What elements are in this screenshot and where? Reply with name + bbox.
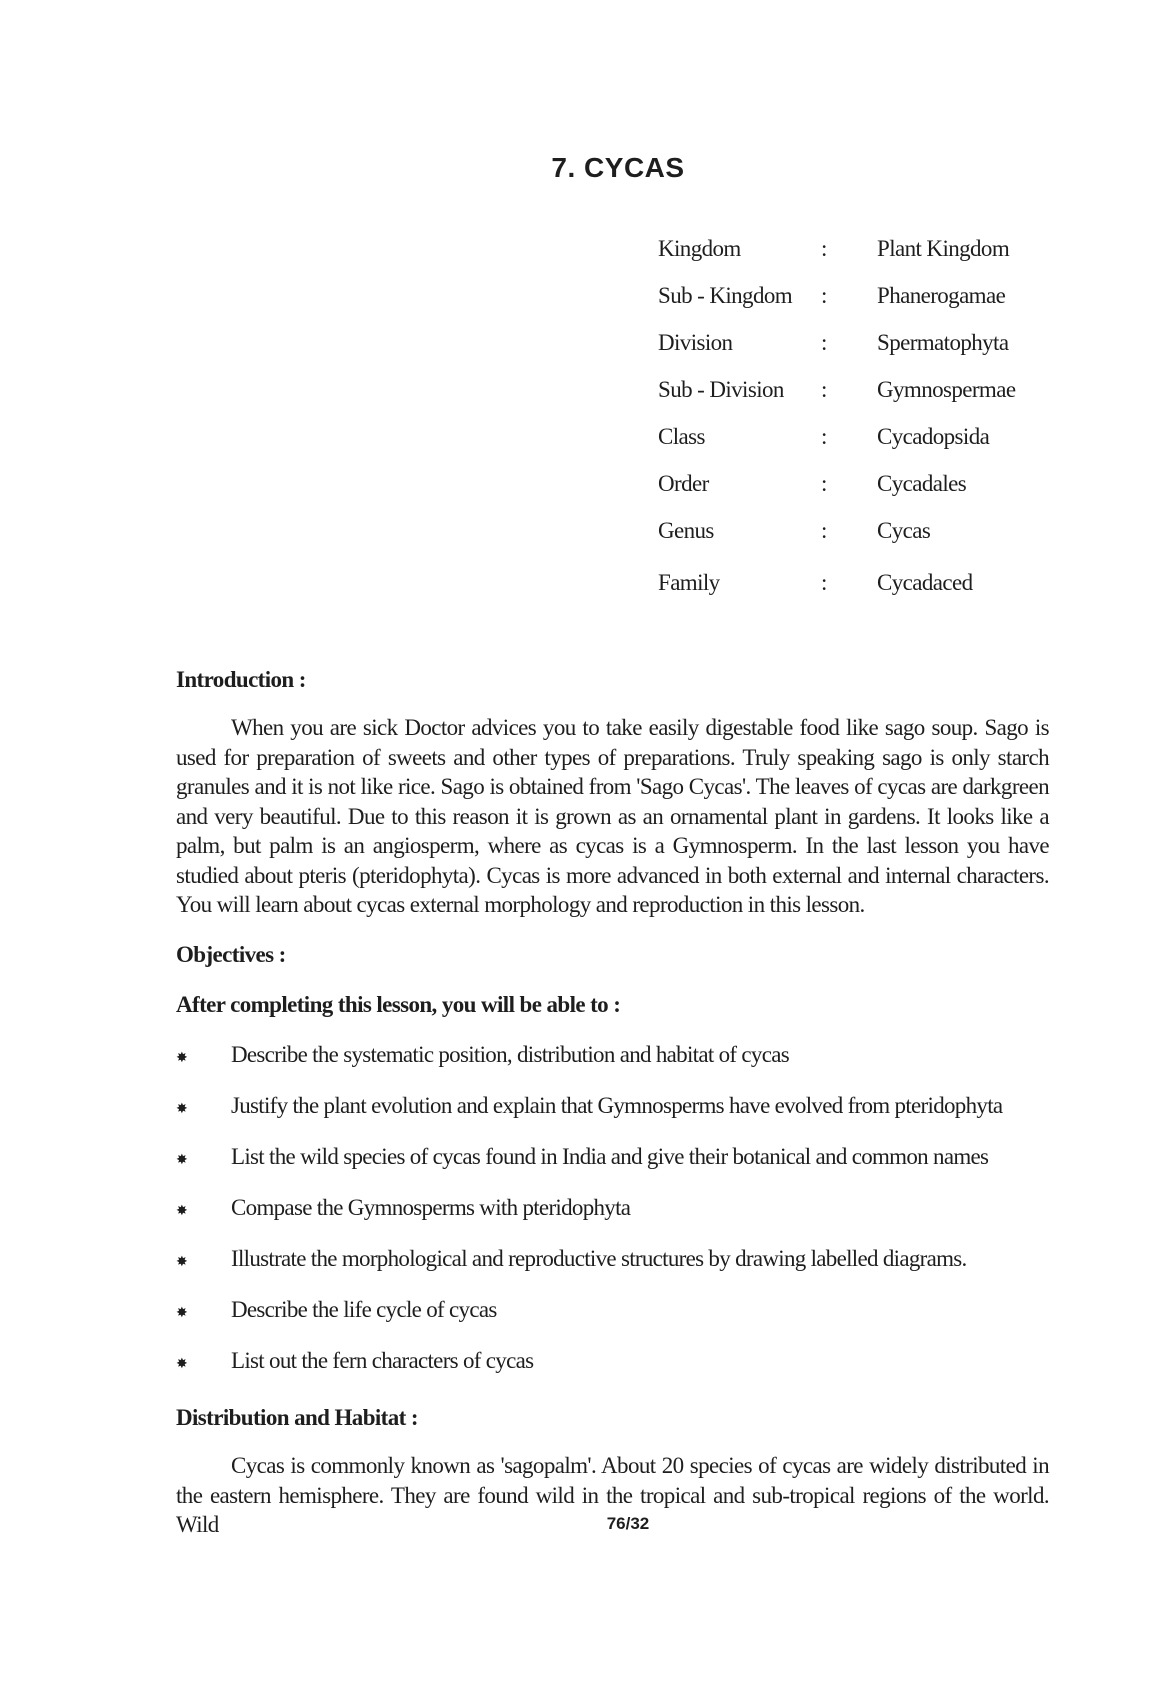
list-item bbox=[176, 1348, 1076, 1399]
asterisk-bullet-icon: ✸ bbox=[176, 1102, 188, 1117]
list-item bbox=[176, 1297, 1076, 1348]
asterisk-bullet-icon: ✸ bbox=[176, 1204, 188, 1219]
taxonomy-value: Spermatophyta bbox=[877, 330, 1009, 355]
list-item-text: List the wild species of cycas found in India and give their botanical and common names bbox=[231, 1144, 989, 1169]
asterisk-bullet-icon: ✸ bbox=[176, 1357, 188, 1372]
taxonomy-rank: Division bbox=[658, 330, 733, 355]
list-item bbox=[176, 1195, 1076, 1246]
taxonomy-separator: : bbox=[821, 283, 827, 308]
list-item-text: Describe the systematic position, distribution and habitat of cycas bbox=[231, 1042, 789, 1067]
list-item bbox=[176, 1042, 1076, 1093]
list-item-text: Compase the Gymnosperms with pteridophyta bbox=[231, 1195, 631, 1220]
taxonomy-value: Gymnospermae bbox=[877, 377, 1016, 402]
distribution-paragraph: Cycas is commonly known as 'sagopalm'. About 20 species of cycas are widely distributed in the eastern hemisphere. They are found wild in the tropical and sub-tropical regions of the world. Wild bbox=[176, 1453, 1049, 1537]
taxonomy-rank: Sub - Kingdom bbox=[658, 283, 793, 308]
list-item-text: Describe the life cycle of cycas bbox=[231, 1297, 497, 1322]
list-item bbox=[176, 1246, 1076, 1297]
taxonomy-rank: Kingdom bbox=[658, 236, 741, 261]
list-item-text: List out the fern characters of cycas bbox=[231, 1348, 534, 1373]
introduction-heading: Introduction : bbox=[176, 667, 306, 692]
taxonomy-rank: Family bbox=[658, 570, 720, 595]
taxonomy-value: Cycadales bbox=[877, 471, 967, 496]
distribution-heading: Distribution and Habitat : bbox=[176, 1405, 418, 1430]
asterisk-bullet-icon: ✸ bbox=[176, 1051, 188, 1066]
taxonomy-rank: Class bbox=[658, 424, 705, 449]
list-item bbox=[176, 1144, 1076, 1195]
objectives-list bbox=[176, 1042, 1076, 1399]
taxonomy-separator: : bbox=[821, 471, 827, 496]
taxonomy-rank: Sub - Division bbox=[658, 377, 784, 402]
taxonomy-separator: : bbox=[821, 377, 827, 402]
taxonomy-separator: : bbox=[821, 518, 827, 543]
page-title: 7. CYCAS bbox=[551, 152, 685, 183]
page-number: 76/32 bbox=[606, 1514, 650, 1533]
asterisk-bullet-icon: ✸ bbox=[176, 1306, 188, 1321]
objectives-heading: Objectives : bbox=[176, 942, 286, 967]
taxonomy-separator: : bbox=[821, 570, 827, 595]
list-item bbox=[176, 1093, 1076, 1144]
taxonomy-value: Cycadaced bbox=[877, 570, 973, 595]
taxonomy-separator: : bbox=[821, 424, 827, 449]
list-item-text: Justify the plant evolution and explain that Gymnosperms have evolved from pteridophyta bbox=[231, 1093, 1003, 1118]
taxonomy-rank: Genus bbox=[658, 518, 714, 543]
asterisk-bullet-icon: ✸ bbox=[176, 1255, 188, 1270]
taxonomy-value: Cycas bbox=[877, 518, 931, 543]
asterisk-bullet-icon: ✸ bbox=[176, 1153, 188, 1168]
taxonomy-rank: Order bbox=[658, 471, 709, 496]
taxonomy-value: Cycadopsida bbox=[877, 424, 990, 449]
taxonomy-separator: : bbox=[821, 330, 827, 355]
taxonomy-value: Plant Kingdom bbox=[877, 236, 1010, 261]
taxonomy-value: Phanerogamae bbox=[877, 283, 1006, 308]
list-item-text: Illustrate the morphological and reproductive structures by drawing labelled diagrams. bbox=[231, 1246, 967, 1271]
objectives-subheading: After completing this lesson, you will be able to : bbox=[176, 992, 621, 1017]
taxonomy-separator: : bbox=[821, 236, 827, 261]
introduction-paragraph: When you are sick Doctor advices you to take easily digestable food like sago soup. Sago is used for preparation of sweets and other types of preparations. Truly speaking sago is only starch granules and it is not like rice. Sago is obtained from 'Sago Cycas'. The leaves of cycas are darkgreen and very beautiful. Due to this reason it is grown as an ornamental plant in gardens. It looks like a palm, but palm is an angiosperm, where as cycas is a Gymnosperm. In the last lesson you have studied about pteris (pteridophyta). Cycas is more advanced in both external and internal characters. You will learn about cycas external morphology and reproduction in this lesson. bbox=[176, 715, 1049, 917]
